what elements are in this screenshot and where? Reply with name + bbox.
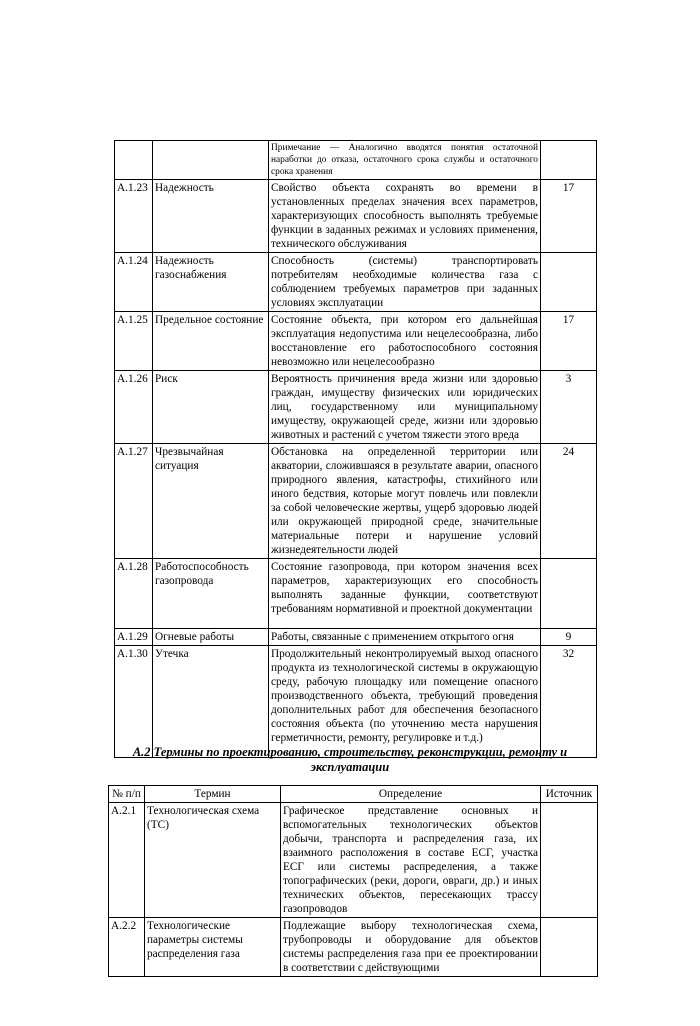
term-cell: Надежность газоснабжения [153, 253, 269, 312]
header-definition: Определение [281, 786, 541, 803]
num-cell [115, 141, 153, 180]
source-cell [541, 141, 597, 180]
note-cell: Примечание — Аналогично вводятся понятия остаточной наработки до отказа, остаточного срока службы и остаточного срока хранения [269, 141, 541, 180]
table-row [115, 629, 597, 646]
term-cell: Огневые работы [153, 629, 269, 646]
table-row [115, 646, 597, 758]
num-cell: А.1.26 [115, 371, 153, 444]
term-cell: Утечка [153, 646, 269, 758]
source-cell [541, 253, 597, 312]
term-cell: Технологические параметры системы распределения газа [145, 918, 281, 977]
term-cell: Надежность [153, 180, 269, 253]
num-cell: А.1.25 [115, 312, 153, 371]
header-num: № п/п [109, 786, 145, 803]
definition-cell: Свойство объекта сохранять во времени в установленных пределах значения всех параметров, характеризующих способность выполнять требуемые функции в заданных режимах и условиях применения, технического обслуживания [269, 180, 541, 253]
definition-cell: Продолжительный неконтролируемый выход опасного продукта из технологической системы в окружающую среду, рабочую площадку или помещение опасного производственного объекта, требующий проведения дополнительных работ для обеспечения безопасного состояния объекта (по уточнению места нарушения герметичности, ремонту, регулировке и т.д.) [269, 646, 541, 758]
num-cell: А.1.28 [115, 559, 153, 629]
table-row [115, 371, 597, 444]
table-row [115, 559, 597, 629]
definition-cell: Вероятность причинения вреда жизни или здоровью граждан, имуществу физических или юридических лиц, государственному или муниципальному имуществу, окружающей среде, жизни или здоровью животных и растений с учетом тяжести этого вреда [269, 371, 541, 444]
table-row [115, 141, 597, 180]
section-heading-line2: эксплуатации [310, 760, 390, 774]
source-cell: 32 [541, 646, 597, 758]
num-cell: А.1.29 [115, 629, 153, 646]
header-term: Термин [145, 786, 281, 803]
table-row [109, 803, 598, 918]
num-cell: А.2.2 [109, 918, 145, 977]
definition-cell: Работы, связанные с применением открытого огня [269, 629, 541, 646]
num-cell: А.1.30 [115, 646, 153, 758]
definition-cell: Графическое представление основных и вспомогательных технологических объектов добычи, транспорта и распределения газа, их взаимного расположения в составе ЕСГ, участка ЕСГ или системы распределения, а также топографических (реки, дороги, овраги, др.) и иных технических объектов, пересекающих трассу газопроводов [281, 803, 541, 918]
definition-cell: Способность (системы) транспортировать потребителям необходимые количества газа с соблюдением требуемых параметров при заданных условиях эксплуатации [269, 253, 541, 312]
term-cell: Технологическая схема (ТС) [145, 803, 281, 918]
table-row [115, 253, 597, 312]
source-cell: 3 [541, 371, 597, 444]
source-cell: 24 [541, 444, 597, 559]
term-cell: Предельное состояние [153, 312, 269, 371]
terms-table-a1 [114, 140, 597, 758]
definition-cell: Подлежащие выбору технологическая схема, трубопроводы и оборудование для объектов системы распределения газа при ее проектировании в соответствии с действующими [281, 918, 541, 977]
table-row [115, 444, 597, 559]
definition-cell: Обстановка на определенной территории или акватории, сложившаяся в результате аварии, опасного природного явления, катастрофы, стихийного или иного бедствия, которые могут повлечь или повлекли за собой человеческие жертвы, ущерб здоровью людей или окружающей природной среде, значительные материальные потери и нарушение условий жизнедеятельности людей [269, 444, 541, 559]
definition-cell: Состояние газопровода, при котором значения всех параметров, характеризующих его способность выполнять заданные функции, соответствуют требованиям нормативной и проектной документации [269, 559, 541, 629]
term-cell: Работоспособность газопровода [153, 559, 269, 629]
source-cell [541, 803, 598, 918]
num-cell: А.1.23 [115, 180, 153, 253]
source-cell [541, 918, 598, 977]
num-cell: А.1.27 [115, 444, 153, 559]
num-cell: А.2.1 [109, 803, 145, 918]
definition-cell: Состояние объекта, при котором его дальнейшая эксплуатация недопустима или нецелесообразна, либо восстановление его работоспособного состояния невозможно или нецелесообразно [269, 312, 541, 371]
source-cell: 17 [541, 180, 597, 253]
section-heading-line1: А.2 Термины по проектированию, строительству, реконструкции, ремонту и [132, 745, 568, 759]
table-row [115, 180, 597, 253]
term-cell: Риск [153, 371, 269, 444]
section-heading [100, 745, 600, 775]
terms-table-a2 [108, 785, 598, 977]
table-row [115, 312, 597, 371]
header-source: Источник [541, 786, 598, 803]
source-cell: 17 [541, 312, 597, 371]
source-cell [541, 559, 597, 629]
term-cell [153, 141, 269, 180]
table-header-row [109, 786, 598, 803]
term-cell: Чрезвычайная ситуация [153, 444, 269, 559]
table-row [109, 918, 598, 977]
num-cell: А.1.24 [115, 253, 153, 312]
source-cell: 9 [541, 629, 597, 646]
